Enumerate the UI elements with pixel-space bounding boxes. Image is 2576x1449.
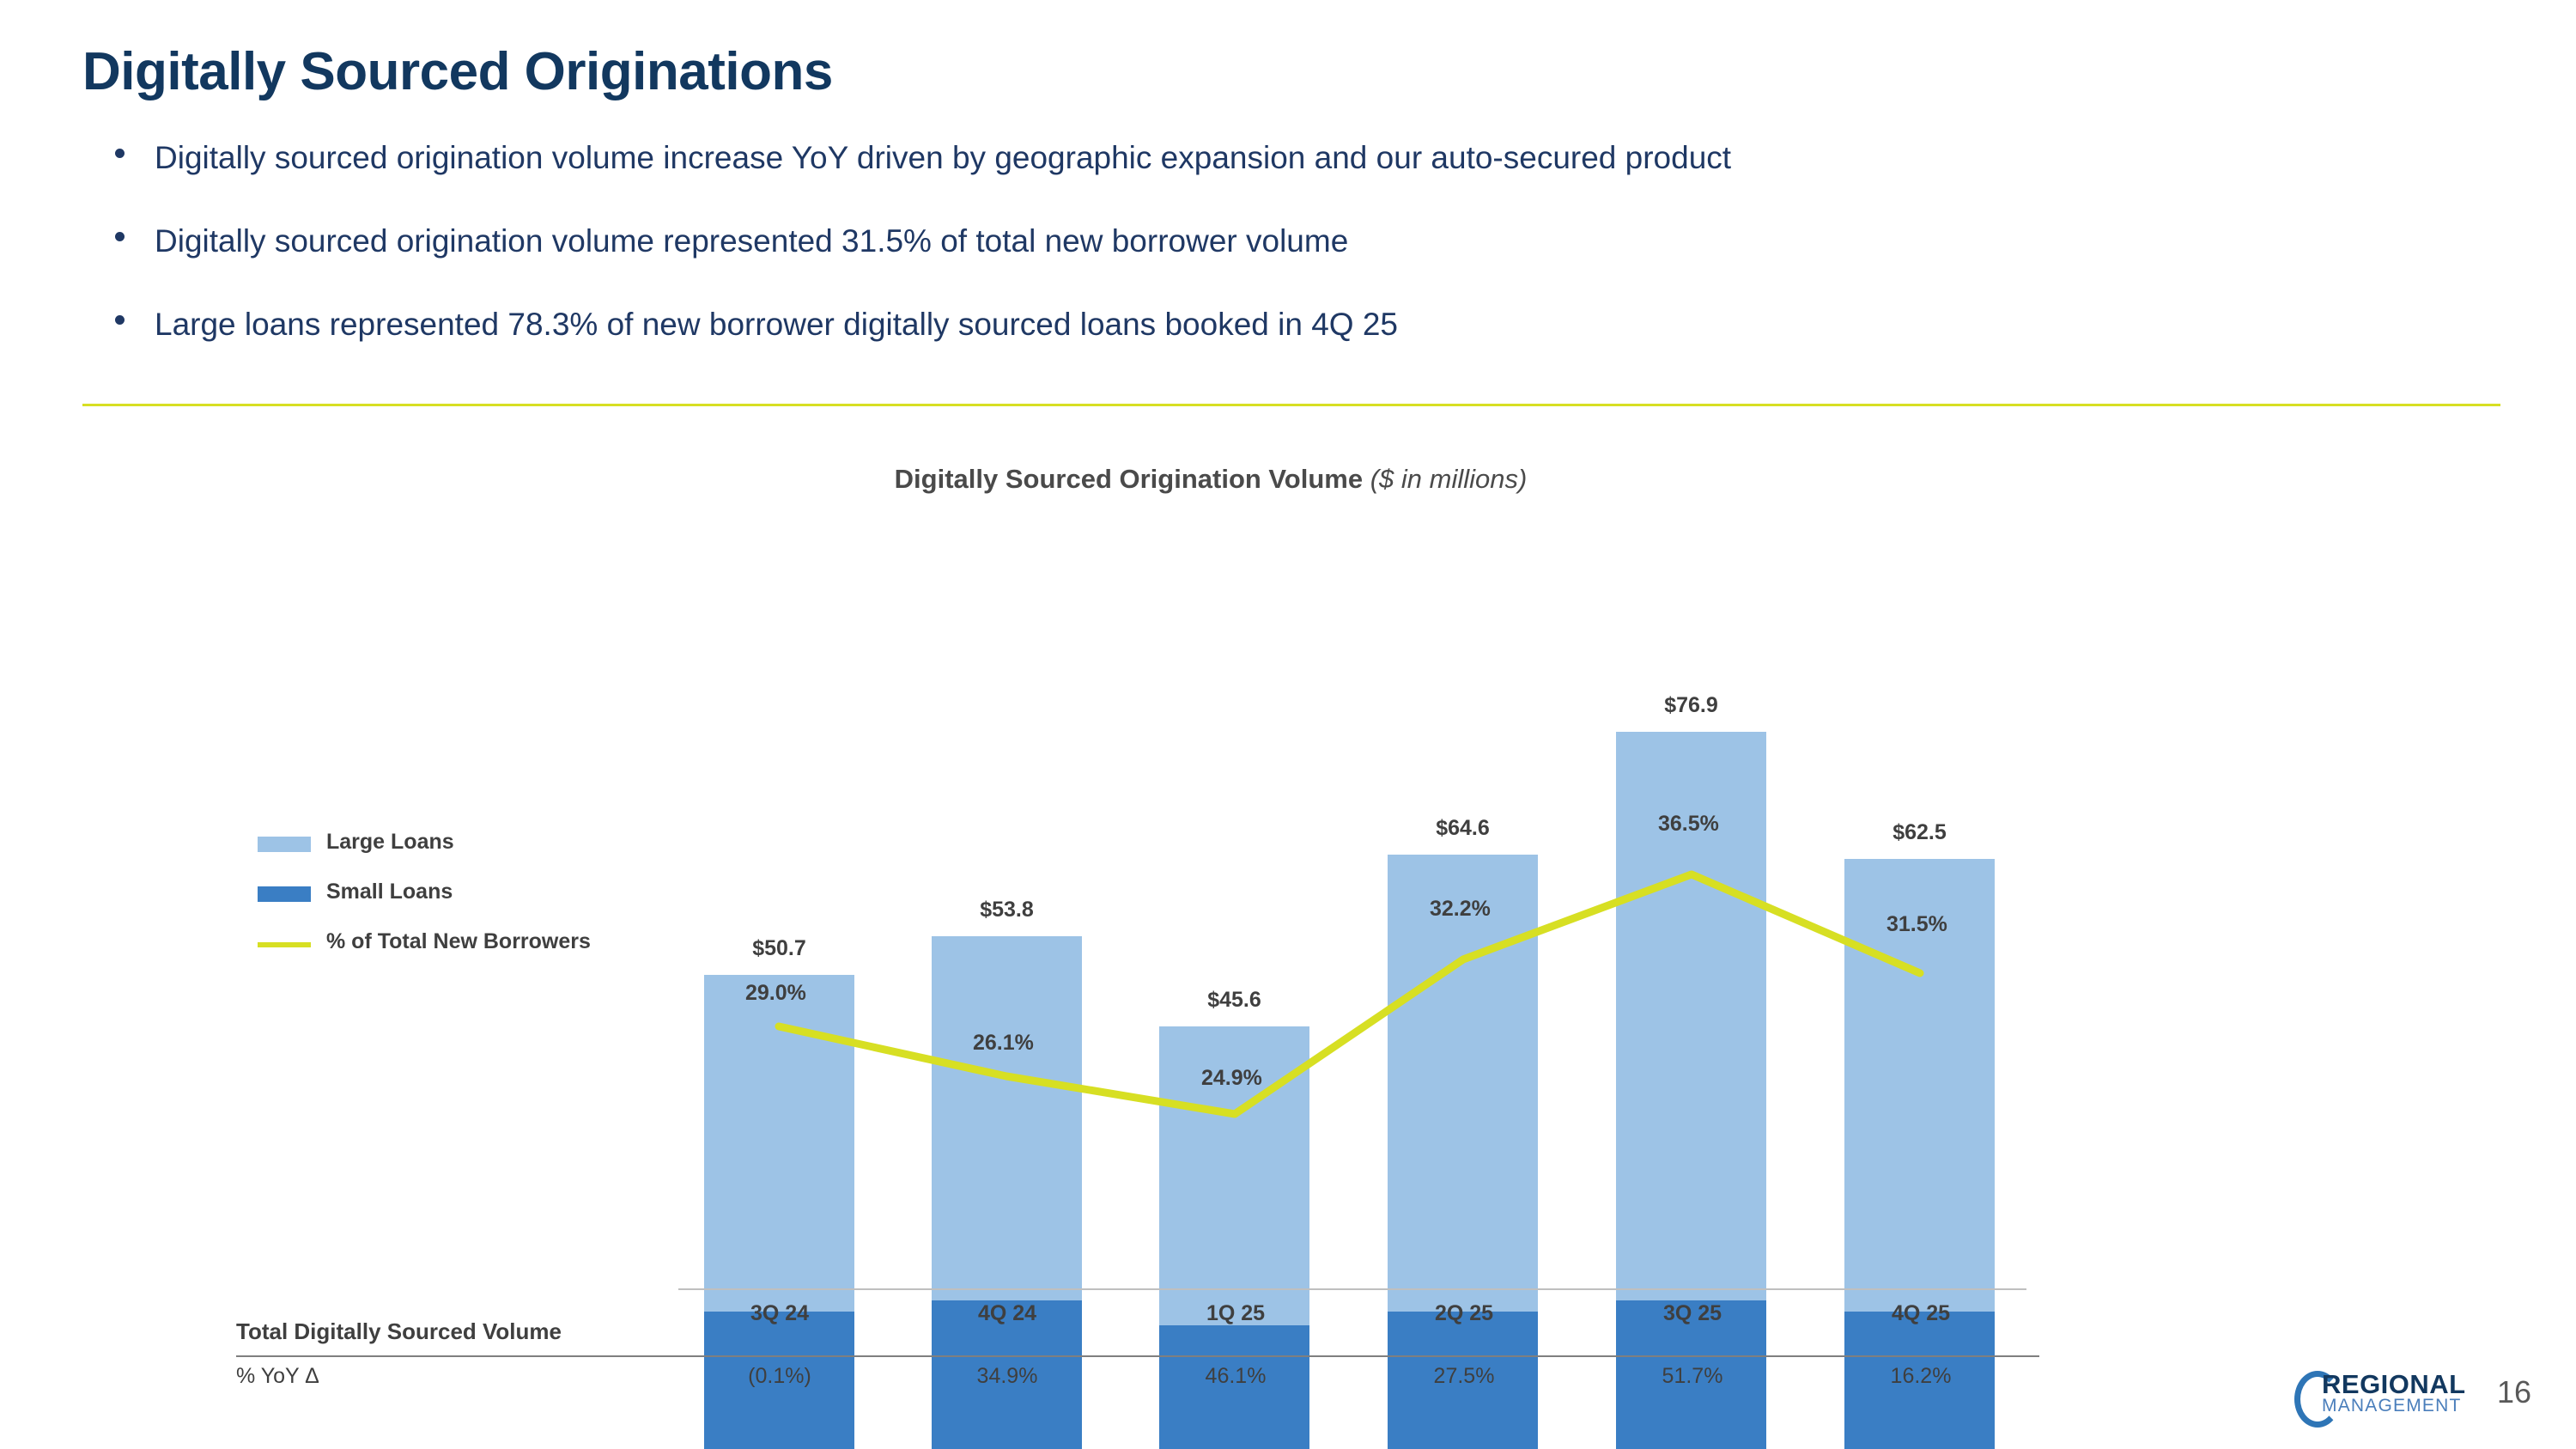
bar-total-label: $64.6 <box>1436 816 1490 840</box>
chart-title-main: Digitally Sourced Origination Volume <box>894 464 1364 494</box>
line-point-label: 24.9% <box>1201 1066 1262 1090</box>
x-axis-tick-label: 1Q 25 <box>1206 1301 1266 1325</box>
legend-label: Large Loans <box>326 830 454 854</box>
footer-yoy-value: 27.5% <box>1433 1364 1495 1388</box>
x-axis-tick-label: 2Q 25 <box>1434 1301 1494 1325</box>
footer-yoy-value: 16.2% <box>1890 1364 1952 1388</box>
footer-yoy-label: % YoY Δ <box>236 1364 319 1388</box>
footer-yoy-value: (0.1%) <box>748 1364 811 1388</box>
logo-name-primary: REGIONAL <box>2322 1369 2466 1399</box>
chart-title-units: ($ in millions) <box>1370 464 1528 494</box>
line-point-label: 31.5% <box>1886 912 1947 936</box>
bullet-text: Digitally sourced origination volume represented 31.5% of total new borrower volume <box>155 223 1349 259</box>
company-logo <box>2294 1367 2479 1421</box>
legend-label: Small Loans <box>326 880 453 904</box>
bar-total-label: $62.5 <box>1893 820 1947 844</box>
bar-total-label: $45.6 <box>1207 988 1261 1012</box>
page-title: Digitally Sourced Originations <box>82 42 833 101</box>
line-point-label: 36.5% <box>1658 812 1719 836</box>
x-axis-tick-label: 4Q 25 <box>1891 1301 1951 1325</box>
footer-yoy-value: 34.9% <box>976 1364 1038 1388</box>
x-axis-tick-label: 3Q 24 <box>750 1301 810 1325</box>
line-point-label: 26.1% <box>973 1031 1034 1055</box>
footer-total-label: Total Digitally Sourced Volume <box>236 1318 562 1344</box>
line-point-label: 32.2% <box>1430 897 1491 921</box>
logo-name-secondary: MANAGEMENT <box>2322 1396 2462 1416</box>
x-axis-tick-label: 3Q 25 <box>1662 1301 1722 1325</box>
page-number: 16 <box>2497 1374 2532 1409</box>
footer-yoy-value: 51.7% <box>1662 1364 1723 1388</box>
legend-label: % of Total New Borrowers <box>326 929 591 953</box>
footer-divider <box>236 1355 2039 1357</box>
line-point-label: 29.0% <box>745 981 806 1005</box>
bar-total-label: $50.7 <box>752 936 806 960</box>
footer-yoy-value: 46.1% <box>1205 1364 1267 1388</box>
bar-total-label: $76.9 <box>1664 693 1718 717</box>
bar-total-label: $53.8 <box>980 898 1034 922</box>
bullet-text: Large loans represented 78.3% of new borrower digitally sourced loans booked in 4Q 25 <box>155 307 1399 342</box>
bullet-text: Digitally sourced origination volume increase YoY driven by geographic expansion and our auto-secured product <box>155 140 1732 175</box>
x-axis-tick-label: 4Q 24 <box>977 1301 1037 1325</box>
x-axis-line <box>678 1288 2026 1290</box>
